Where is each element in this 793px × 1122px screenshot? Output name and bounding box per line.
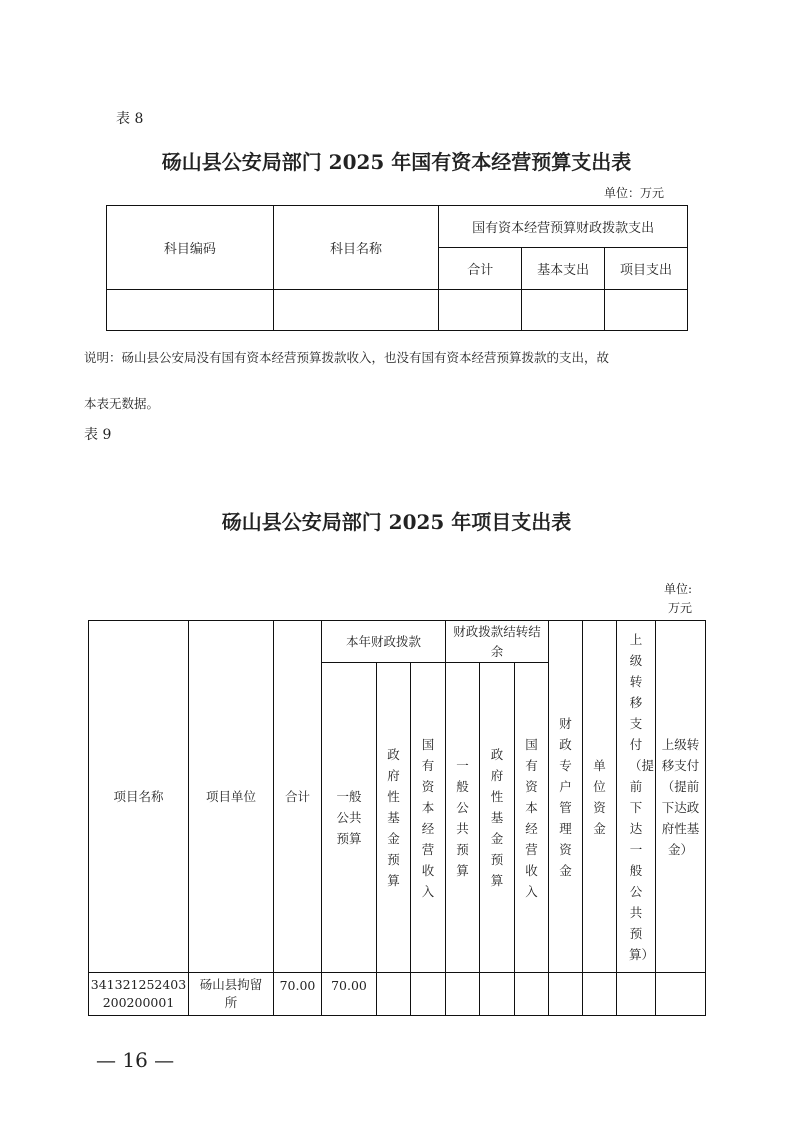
cell-project-code-line1: 341321252403 bbox=[90, 977, 187, 992]
empty-cell bbox=[583, 973, 617, 1016]
header-carry-general bbox=[446, 663, 480, 973]
cell-project-code-line2: 200200001 bbox=[102, 995, 175, 1010]
header-carryover bbox=[446, 621, 549, 663]
empty-cell bbox=[617, 973, 656, 1016]
header-transfer-gov-fund bbox=[656, 621, 706, 973]
table9-unit-line2: 万元 bbox=[668, 601, 693, 615]
header-state-capital-text: 国有资本经营收入 bbox=[421, 736, 435, 899]
empty-cell bbox=[439, 290, 522, 331]
header-carry-state-capital-text: 国有资本经营收入 bbox=[525, 736, 538, 899]
table9-label: 表 9 bbox=[84, 427, 112, 443]
header-project-name: 项目名称 bbox=[89, 621, 189, 973]
empty-cell bbox=[411, 973, 446, 1016]
header-unit-fund bbox=[583, 621, 617, 973]
empty-cell bbox=[480, 973, 515, 1016]
header-carry-gov-fund bbox=[480, 663, 515, 973]
header-special-fund bbox=[549, 621, 583, 973]
cell-project-unit bbox=[189, 973, 274, 1016]
cell-general-public: 70.00 bbox=[322, 973, 377, 1016]
empty-cell bbox=[273, 290, 439, 331]
table9 bbox=[88, 620, 706, 1016]
table8-label: 表 8 bbox=[116, 111, 144, 127]
header-transfer-general-text: 上级转移支付（提前下达一般公共预算） bbox=[629, 631, 655, 962]
empty-cell bbox=[446, 973, 480, 1016]
header-current-year: 本年财政拨款 bbox=[322, 621, 446, 663]
header-project: 项目支出 bbox=[605, 248, 688, 290]
empty-cell bbox=[549, 973, 583, 1016]
header-carry-state-capital bbox=[515, 663, 549, 973]
cell-project-code bbox=[89, 973, 189, 1016]
page-number: — 16 — bbox=[96, 1048, 175, 1072]
header-unit-fund-text: 单位资金 bbox=[593, 757, 606, 836]
header-general-public-text: 一般公共预算 bbox=[336, 789, 362, 846]
empty-cell bbox=[605, 290, 688, 331]
empty-cell bbox=[107, 290, 274, 331]
header-transfer-gov-fund-text: 上级转移支付（提前下达政府性基金） bbox=[661, 736, 700, 857]
header-transfer-general bbox=[617, 621, 656, 973]
header-gov-fund bbox=[377, 663, 411, 973]
empty-cell bbox=[377, 973, 411, 1016]
cell-project-unit-line2: 所 bbox=[224, 995, 238, 1010]
table9-title: 砀山县公安局部门 2025 年项目支出表 bbox=[221, 510, 572, 534]
header-special-fund-text: 财政专户管理资金 bbox=[559, 715, 572, 878]
header-total: 合计 bbox=[439, 248, 522, 290]
table8-title: 砀山县公安局部门 2025 年国有资本经营预算支出表 bbox=[161, 150, 632, 174]
table9-unit-line1: 单位: bbox=[664, 582, 693, 596]
table8 bbox=[106, 205, 688, 331]
empty-cell bbox=[656, 973, 706, 1016]
header-general-public bbox=[322, 663, 377, 973]
cell-project-unit-line1: 砀山县拘留 bbox=[199, 977, 263, 992]
header-project-unit: 项目单位 bbox=[189, 621, 274, 973]
header-group: 国有资本经营预算财政拨款支出 bbox=[439, 206, 688, 248]
cell-total: 70.00 bbox=[274, 973, 322, 1016]
table-row bbox=[89, 973, 706, 1016]
header-state-capital bbox=[411, 663, 446, 973]
header-name: 科目名称 bbox=[273, 206, 439, 290]
header-code: 科目编码 bbox=[107, 206, 274, 290]
header-basic: 基本支出 bbox=[522, 248, 605, 290]
header-carry-general-text: 一般公共预算 bbox=[456, 757, 469, 878]
table8-note-line2: 本表无数据。 bbox=[84, 396, 160, 411]
empty-cell bbox=[515, 973, 549, 1016]
table8-note-line1: 说明：砀山县公安局没有国有资本经营预算拨款收入，也没有国有资本经营预算拨款的支出，故 bbox=[84, 350, 610, 365]
empty-cell bbox=[522, 290, 605, 331]
header-gov-fund-text: 政府性基金预算 bbox=[387, 747, 400, 888]
header-carry-gov-fund-text: 政府性基金预算 bbox=[490, 747, 504, 888]
header-total: 合计 bbox=[274, 621, 322, 973]
table8-unit: 单位：万元 bbox=[604, 186, 665, 200]
header-carryover-text: 财政拨款结转结余 bbox=[453, 623, 541, 659]
